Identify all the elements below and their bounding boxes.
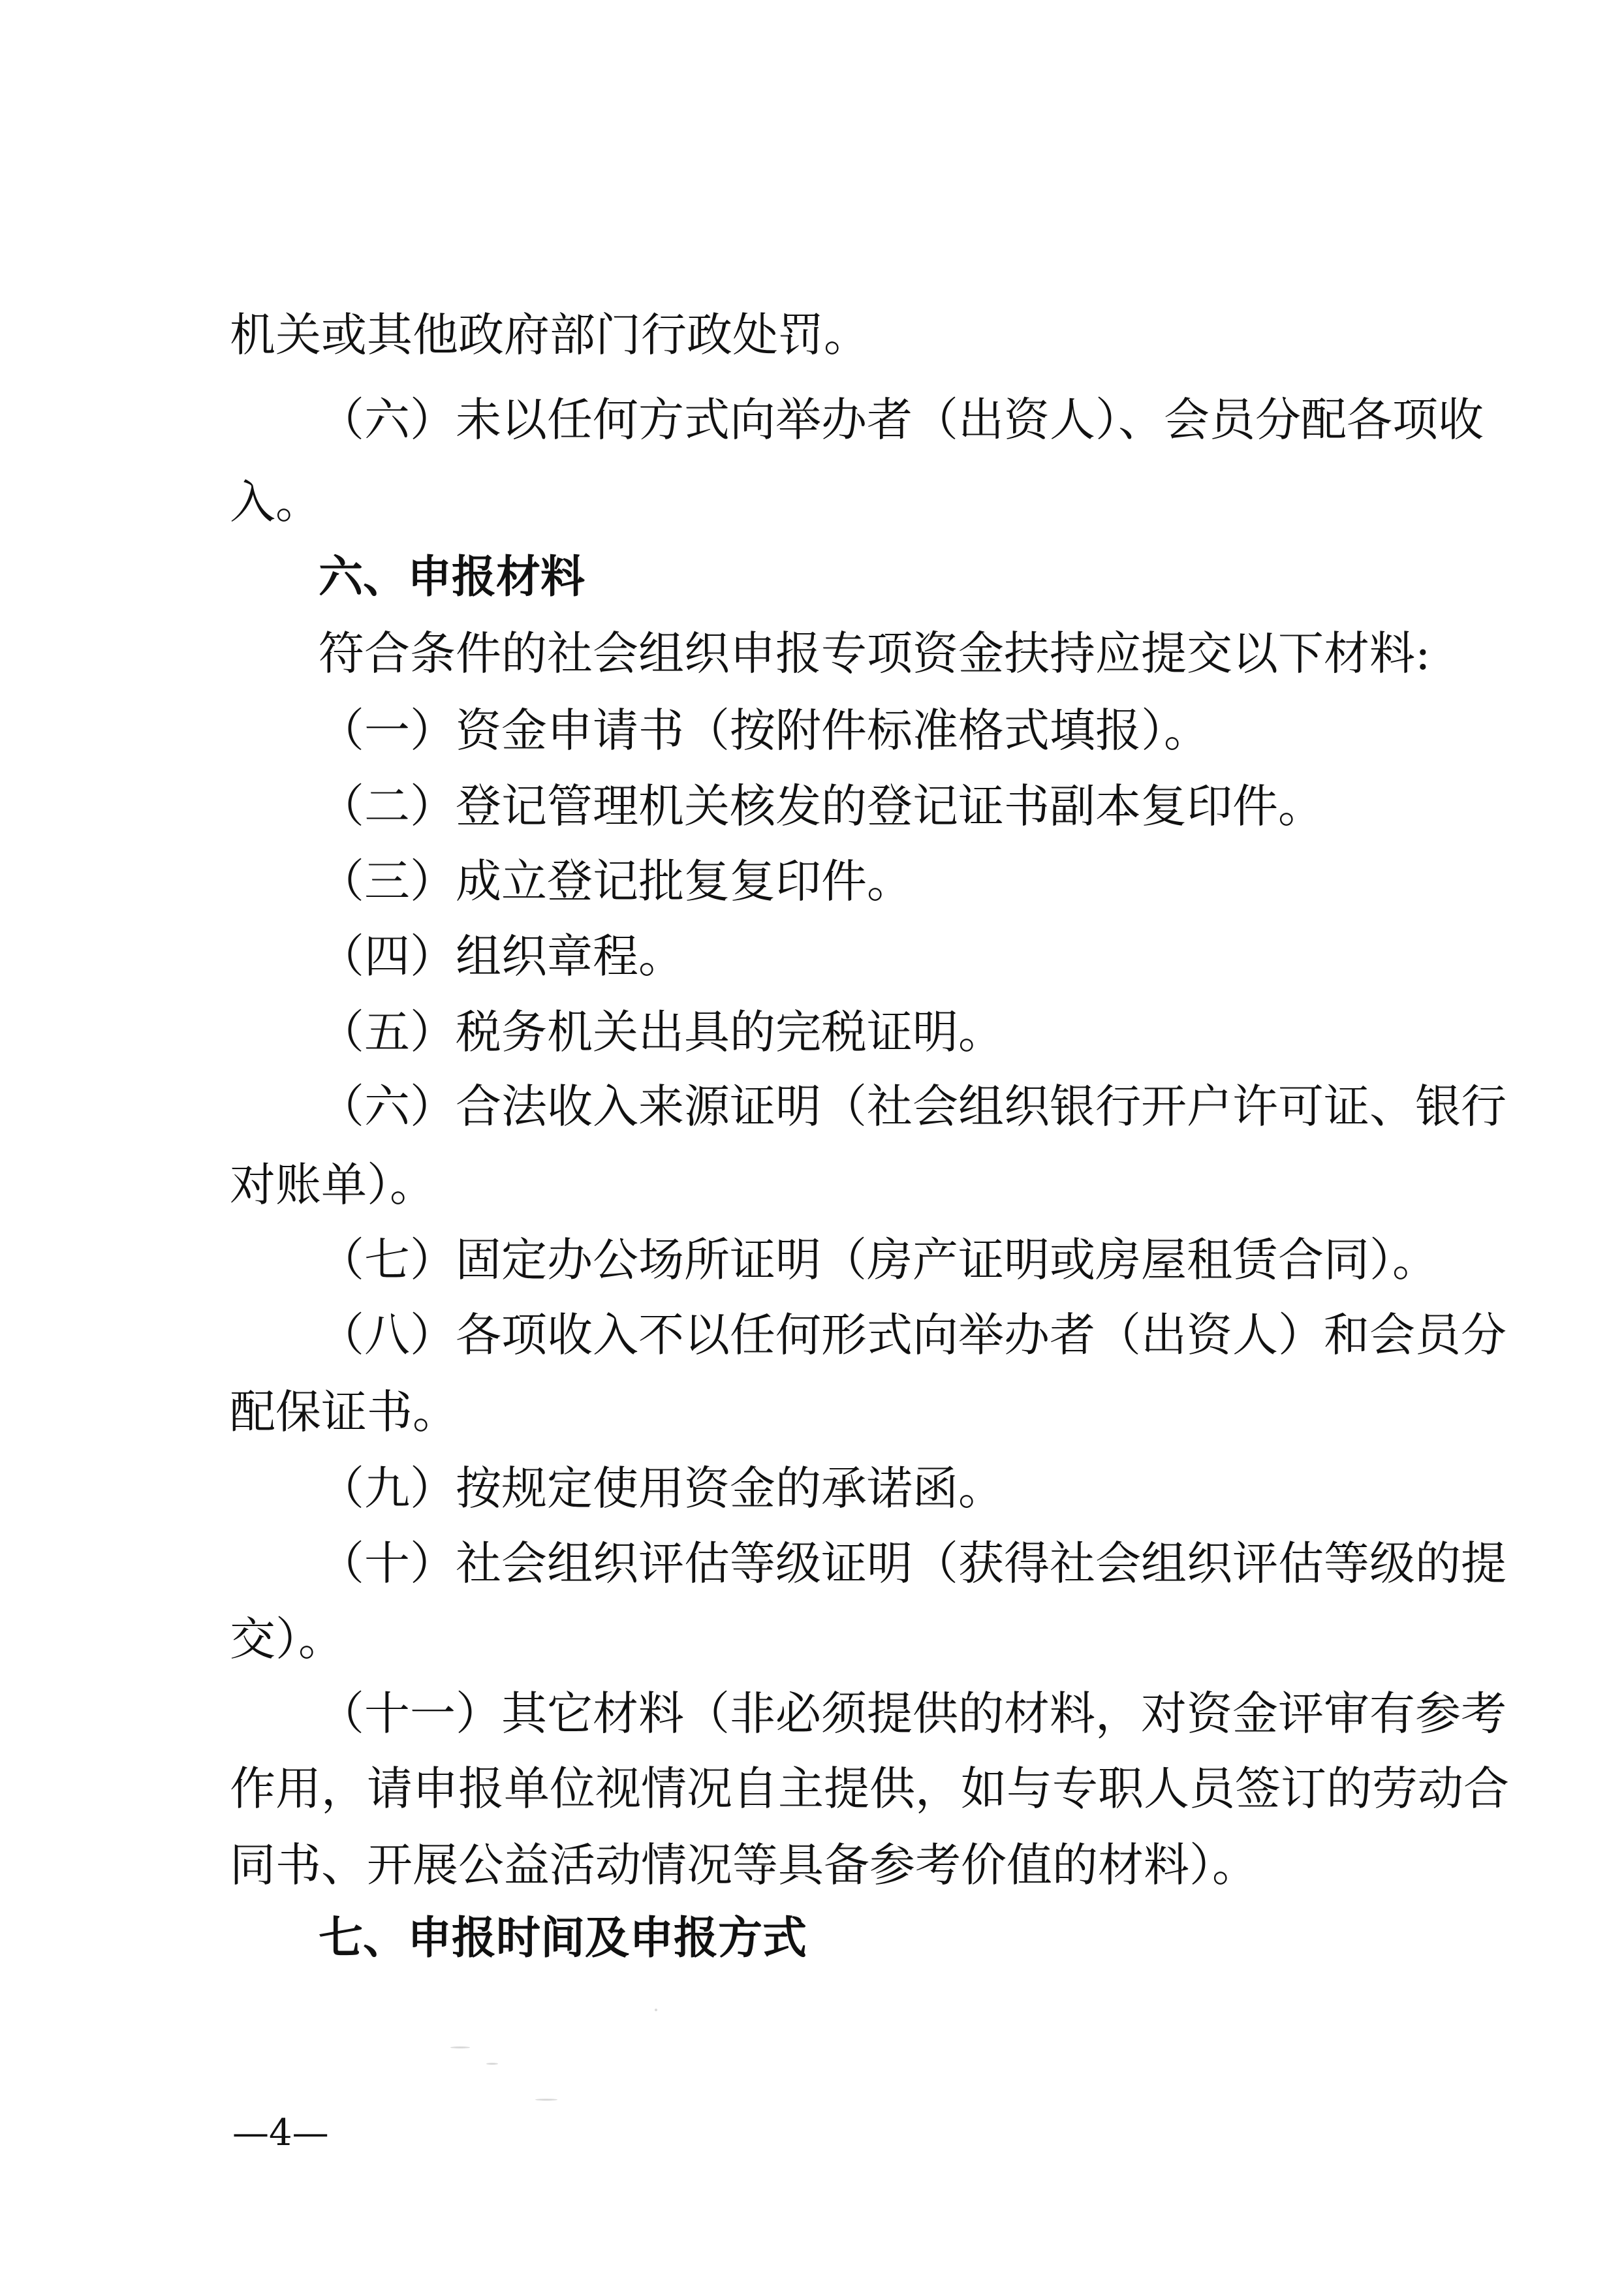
list-item-continuation: 交）。 bbox=[230, 1612, 344, 1666]
paragraph-line: （六）未以任何方式向举办者（出资人）、会员分配各项收 bbox=[319, 393, 1484, 447]
scan-mark bbox=[655, 2009, 657, 2011]
scan-mark bbox=[535, 2099, 557, 2101]
section-heading: 六、申报材料 bbox=[319, 552, 586, 603]
list-item: （四）组织章程。 bbox=[319, 930, 684, 983]
list-item: （五）税务机关出具的完税证明。 bbox=[319, 1005, 1004, 1059]
list-item: （七）固定办公场所证明（房产证明或房屋租赁合同）。 bbox=[319, 1233, 1438, 1287]
list-item: （三）成立登记批复复印件。 bbox=[319, 854, 913, 908]
page-number: —4— bbox=[232, 2112, 329, 2154]
paragraph-line: 机关或其他政府部门行政处罚。 bbox=[230, 308, 869, 362]
list-item-continuation: 配保证书。 bbox=[230, 1385, 458, 1439]
section-heading: 七、申报时间及申报方式 bbox=[319, 1913, 807, 1964]
list-item-continuation: 同书、开展公益活动情况等具备参考价值的材料）。 bbox=[230, 1838, 1258, 1892]
list-item: （二）登记管理机关核发的登记证书副本复印件。 bbox=[319, 779, 1324, 833]
list-item: （六）合法收入来源证明（社会组织银行开户许可证、银行 bbox=[319, 1080, 1507, 1133]
scan-mark bbox=[486, 2063, 498, 2065]
list-item: （十一）其它材料（非必须提供的材料，对资金评审有参考 bbox=[319, 1687, 1507, 1740]
paragraph-line: 符合条件的社会组织申报专项资金扶持应提交以下材料: bbox=[319, 627, 1431, 680]
list-item: （九）按规定使用资金的承诺函。 bbox=[319, 1462, 1004, 1515]
list-item: （八）各项收入不以任何形式向举办者（出资人）和会员分 bbox=[319, 1308, 1507, 1362]
paragraph-line: 入。 bbox=[230, 475, 321, 529]
list-item-continuation: 对账单）。 bbox=[230, 1158, 435, 1212]
list-item-continuation: 作用，请申报单位视情况自主提供，如与专职人员签订的劳动合 bbox=[230, 1762, 1509, 1815]
scan-mark bbox=[450, 2046, 470, 2048]
list-item: （十）社会组织评估等级证明（获得社会组织评估等级的提 bbox=[319, 1537, 1507, 1590]
list-item: （一）资金申请书（按附件标准格式填报）。 bbox=[319, 704, 1210, 757]
